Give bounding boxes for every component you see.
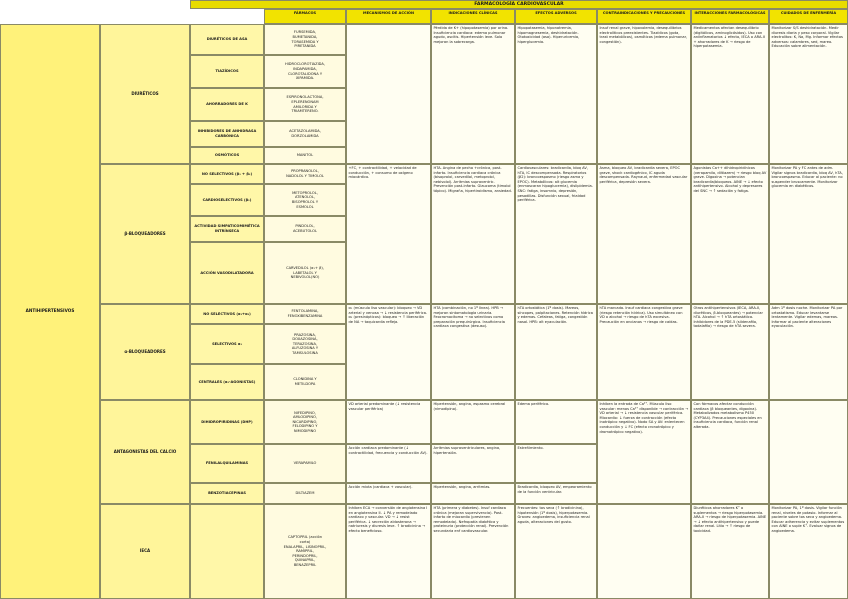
beta-efectos: Cardiovasculares: bradicardia, bloq AV, hTA, IC descompensada. Respiratorios (β2): broncoespasmo (riesgo asma y EPOC). Metabólicos: alt glucemia (enmascaran hipoglucemia), dislipidemia. SNC: fatiga, insomnio, depresión, pesadillas. Disfunción sexual, frialdad periférica. bbox=[515, 164, 597, 304]
sheet-title: FARMACOLOGÍA CARDIOVASCULAR bbox=[190, 0, 848, 9]
subgroup-benzotiacepinas: BENZOTIACEPINAS bbox=[190, 483, 264, 504]
header-interacciones: INTERACCIONES FARMACOLÓGICAS bbox=[691, 9, 769, 24]
alfa-mecanismo: α₁ (músculo liso vascular): bloqueo → VD arterial y venosa → ↓ resistencia periférica. α₂ (presinápticos): bloqueo → ↑ liberación de NA → taquicardia refleja. bbox=[346, 304, 431, 400]
alfa-contraindicaciones: hTA marcada. Insuf cardiaca congestiva grave (riesgo retención hídrica). Uso simultáneo con VD o alcohol → riesgo de hTA excesiva. Precaución en ancianos → riesgo de caídas. bbox=[597, 304, 691, 400]
header-cuidados: CUIDADOS DE ENFERMERÍA bbox=[769, 9, 848, 24]
alfa-indicaciones: HTA (combinación, no 1º línea). HPB → mejoran sintomatología urinaria. Feocromocitoma → no selectivos como preparación prequirúrgica. Insuficiencia cardiaca congestiva (desuso). bbox=[431, 304, 515, 400]
group-beta-bloqueadores: β-BLOQUEADORES bbox=[100, 164, 190, 304]
diureticos-mecanismo bbox=[346, 24, 431, 164]
subgroup-tiazidicos: TIAZÍDICOS bbox=[190, 55, 264, 88]
diureticos-indicaciones: Pérdida de K+ (hipopotasemia) por orina. Insuficiencia cardiaca: edema pulmonar agudo, ascitis. Hipertensión leve. Solo mejoran la sobrecarga. bbox=[431, 24, 515, 164]
header-efectos: EFECTOS ADVERSOS bbox=[515, 9, 597, 24]
subgroup-osmoticos: OSMÓTICOS bbox=[190, 147, 264, 164]
benzo-efectos: Bradicardia, bloqueo AV, empeoramiento de la función ventricular. bbox=[515, 483, 597, 504]
calcio-contraindicaciones: Inhiben la entrada de Ca²⁺. Músculo liso vascular: menos Ca²⁺ disponible → contracción → VD arterial → ↓ resistencia vascular periférica. Miocardio: ↓ fuerza de contracción (efecto inotrópico negativo). Nodo SA y AV: enlentecen conducción y ↓ FC (efecto cronotrópico y dromotrópico negativo). bbox=[597, 400, 691, 504]
header-mecanismos: MECANISMOS DE ACCIÓN bbox=[346, 9, 431, 24]
drugs-asa: FURSEMIDA, BUMETANIDA, TORASEMIDA Y PIRETANIDA bbox=[264, 24, 346, 55]
dhp-mecanismo: VD arterial predominante (↓ resistencia vascular periférica) bbox=[346, 400, 431, 444]
drugs-centrales: CLONIDINA Y METILDOPA bbox=[264, 364, 346, 400]
subgroup-ahorradores-k: AHORRADORES DE K bbox=[190, 88, 264, 121]
fenil-efectos: Estreñimiento. bbox=[515, 444, 597, 483]
subgroup-fenilalquilaminas: FENILALQUILAMINAS bbox=[190, 444, 264, 483]
diureticos-interacciones: Medicamentos afectan desequilibrio (digitálicos, aminoglicósidos). Uso con aniinflamatorios ↓ efecto, IECA o ARA-II + ahorradores de K → riesgo de hiperpotasemia. bbox=[691, 24, 769, 164]
subgroup-cardioselectivos: CARDIOSELECTIVOS (β₁) bbox=[190, 184, 264, 216]
ieca-indicaciones: HTA (primera y diabetes). Insuf cardiaca crónica (mejoran supervivencia). Post-infarto de miocardio (previenen remodelado). Nefropatía diabética y proteinuria (protección renal). Prevención secundaria enf cardiovascular. bbox=[431, 504, 515, 599]
drugs-ieca: CAPTOPRIL (acción corta) ENALAPRIL, LISINOPRIL, RAMIPRIL, PERINDOPRIL, QUINAPRIL, BENAZEPRIL bbox=[264, 504, 346, 599]
drugs-simpaticomimetica: PINDOLOL, ACEBUTOLOL bbox=[264, 216, 346, 242]
alfa-efectos: hTA ortostática (1º dosis). Mareos, síncopes, palpitaciones. Retención hídrica y edemas. Cefaleas, fatiga, congestión nasal. HPB: alt eyaculación. bbox=[515, 304, 597, 400]
subgroup-diureticos-asa: DIURÉTICOS DE ASA bbox=[190, 24, 264, 55]
drugs-beta-no-selectivos: PROPRANOLOL, NADOLOL Y TIMOLOL bbox=[264, 164, 346, 184]
header-contraindicaciones: CONTRAINDICACIONES Y PRECAUCIONES bbox=[597, 9, 691, 24]
drugs-dihidropiridinas: NIFEDIPINO, AMLODIPINO, NICARDIPINO, FELODIPINO Y NIMODIPINO bbox=[264, 400, 346, 444]
drugs-vasodilatadora: CARVEDILOL (α₁+ β), LABETALOL Y NEBIVOLOL(NO) bbox=[264, 242, 346, 304]
ieca-contraindicaciones bbox=[597, 504, 691, 599]
drugs-selectivos-alfa1: PRAZOSINA, DOXAZOSINA, TERAZOSINA, ALFUZOSINA Y TAMSULOSINA bbox=[264, 324, 346, 364]
subgroup-alfa-no-selectivos: NO SELECTIVOS (α₁+α₂) bbox=[190, 304, 264, 324]
beta-cuidados: Monitorizar PA y FC antes de adm. Vigilar signos bradicardia, bloq AV, hTA, broncoespasmo. Educar al paciente: no suspender bruscamente. Monitorizar glucemia en diabéticos. bbox=[769, 164, 848, 304]
subgroup-dihidropiridinas: DIHIDROPIRIDINAS (DHP) bbox=[190, 400, 264, 444]
benzo-indicaciones: Hipertensión, angina, arritmias. bbox=[431, 483, 515, 504]
ieca-interacciones: Diuréticos ahorradores K⁺ o suplementos → riesgo hiperpotasemia. ARA-II → riesgo de hiperpotasemia. AINE → ↓ efecto antihipertensivo y puede dañar renal. Litio → ↑ riesgo de toxicidad. bbox=[691, 504, 769, 599]
drugs-cardioselectivos: METOPROLOL, ATENOLOL, BISOPROLOL Y ESMOLOL bbox=[264, 184, 346, 216]
drugs-anhidrasa: ACETAZOLAMIDA, DORZOLAMIDA bbox=[264, 121, 346, 147]
drugs-benzotiacepinas: DILTIAZEM bbox=[264, 483, 346, 504]
alfa-cuidados: Adm 1º dosis noche. Monitorizar PA por ortostatismo. Educar levantarse lentamente. Vigilar edemas, mareos. Informar al paciente alteraciones eyaculación. bbox=[769, 304, 848, 400]
fenil-indicaciones: Arritmias supraventriculares, angina, hipertensión. bbox=[431, 444, 515, 483]
drugs-osmoticos: MANITOL bbox=[264, 147, 346, 164]
group-antagonistas-calcio: ANTAGONISTAS DEL CALCIO bbox=[100, 400, 190, 504]
group-alfa-bloqueadores: α-BLOQUEADORES bbox=[100, 304, 190, 400]
beta-contraindicaciones: Asma, bloqueo AV, bradicardia severa, EPOC grave, shock cardiogénico, IC aguda descompensada. Raynaud, enfermedad vascular periférica, depresión severa. bbox=[597, 164, 691, 304]
benzo-mecanismo: Acción mixta (cardiaca + vascular). bbox=[346, 483, 431, 504]
beta-interacciones: Agonistas Ca++ dihidropiridínicos (verapamilo, diltiazem) → riesgo bloq AV grave. Digoxina → potencian bradicardia/bloqueos. AINE → ↓ efecto antihipertensivo. Alcohol y depresores del SNC → ↑ sedación y fatiga. bbox=[691, 164, 769, 304]
header-indicaciones: INDICACIONES CLÍNICAS bbox=[431, 9, 515, 24]
drugs-ahorradores: ESPIRONOLACTONA, EPLERENONAM AMILORIDA Y TRIAMTERENO. bbox=[264, 88, 346, 121]
subgroup-inhibidores-anhidrasa: INHIBIDORES DE ANHIDRASA CARBÓNICA bbox=[190, 121, 264, 147]
ieca-efectos: Frecuentes: tos seca (↑ bradicinina), hipotensión (1º dosis), hiperpotasemia. Graves: angioedema, insuficiencia renal aguda, alteraciones del gusto. bbox=[515, 504, 597, 599]
calcio-interacciones: Con fármacos afectar conducción cardiaca (β bloqueantes, digoxina). Metabolizados metabolismo P450 (CYP3A4). Precauciones especiales en insuficiencia cardiaca, función renal alterada. bbox=[691, 400, 769, 504]
subgroup-ieca-blank bbox=[190, 504, 264, 599]
diureticos-cuidados: Monitorizar S/S deshidratación. Medir diuresis diaria y peso corporal. Vigilar electrolitos: K, Na, Mg. Informar efectos adversos: calambres, sed, mareo. Educación sobre alimentación. bbox=[769, 24, 848, 164]
diureticos-contraindicaciones: Insuf renal grave, hipovolemia, desequilibrios electrolíticos preexistentes. Tiazídicos (gota, trast metabólicos), osmóticos (edema pulmonar, congestión). bbox=[597, 24, 691, 164]
drugs-alfa-no-selectivos: FENTOLAMINA, FENOXIBENZAMINA bbox=[264, 304, 346, 324]
alfa-interacciones: Otros antihipertensivos (IECA, ARA-II, diuréticos, β-bloqueantes) → potenciar hTA. Alcohol → ↑ hTA ortostática. Inhibidores de la PDE-5 (sildenafilo, tadalafilo) → riesgo de hTA severa. bbox=[691, 304, 769, 400]
family-antihipertensivos: ANTIHIPERTENSIVOS bbox=[0, 24, 100, 599]
subgroup-centrales: CENTRALES (α₂-AGONISTAS) bbox=[190, 364, 264, 400]
dhp-efectos: Edema periférico. bbox=[515, 400, 597, 444]
ieca-mecanismo: Inhiben ECA → conversión de angiotensina I en angiotensina II. ↓ PA y remodelado cardiaco y vascular. VD → ↓ resist periférica. ↓ secreción aldosterona → natriuresis y diuresis leve. ↑ bradicinina → efecto beneficioso. bbox=[346, 504, 431, 599]
drugs-fenilalquilaminas: VERAPAMILO bbox=[264, 444, 346, 483]
subgroup-selectivos-alfa1: SELECTIVOS α₁ bbox=[190, 324, 264, 364]
dhp-indicaciones: Hipertensión, angina, espasmo cerebral (nimodipino). bbox=[431, 400, 515, 444]
subgroup-beta-no-selectivos: NO SELECTIVOS (β₁ + β₂) bbox=[190, 164, 264, 184]
subgroup-vasodilatadora: ACCIÓN VASODILATADORA bbox=[190, 242, 264, 304]
subgroup-simpaticomimetica: ACTIVIDAD SIMPATICOMIMÉTICA INTRÍNSECA bbox=[190, 216, 264, 242]
beta-mecanismo: +FC, + contractilidad, + velocidad de conducción, + consumo de oxígeno miocárdico. bbox=[346, 164, 431, 304]
diureticos-efectos: Hipopotasemia, hiponatremia, hipomagnesemia, deshidratación. Ototoxicidad (asa). Hiperuricemia, hiperglucemia. bbox=[515, 24, 597, 164]
calcio-cuidados bbox=[769, 400, 848, 504]
fenil-mecanismo: Acción cardiaca predominante (↓ contractilidad, frecuencia y conducción AV). bbox=[346, 444, 431, 483]
ieca-cuidados: Monitorizar PA, 1º dosis. Vigilar función renal, niveles de potasio. Informar al paciente sobre tos seca y angioedema. Educar adherencia y evitar suplementos con AINE o suple K⁺. Evaluar signos de angioedema. bbox=[769, 504, 848, 599]
beta-indicaciones: HTA. Angina de pecho +crónica, post-infarto. Insuficiencia cardiaca crónica (bisoprolol, carvedilol, metoprolol, nebivolol). Arritmias supraventric. Prevención post-infarto. Glaucoma (timolol tópico). Migraña, hipertiroidismo, ansiedad. bbox=[431, 164, 515, 304]
drugs-tiazidicos: HIDROCLOROTIAZIDA, INDAPAMIDA, CLOROTALIDONA Y XIPAMIDA. bbox=[264, 55, 346, 88]
header-farmacos: FÁRMACOS bbox=[264, 9, 346, 24]
group-diureticos: DIURÉTICOS bbox=[100, 24, 190, 164]
group-ieca: IECA bbox=[100, 504, 190, 599]
